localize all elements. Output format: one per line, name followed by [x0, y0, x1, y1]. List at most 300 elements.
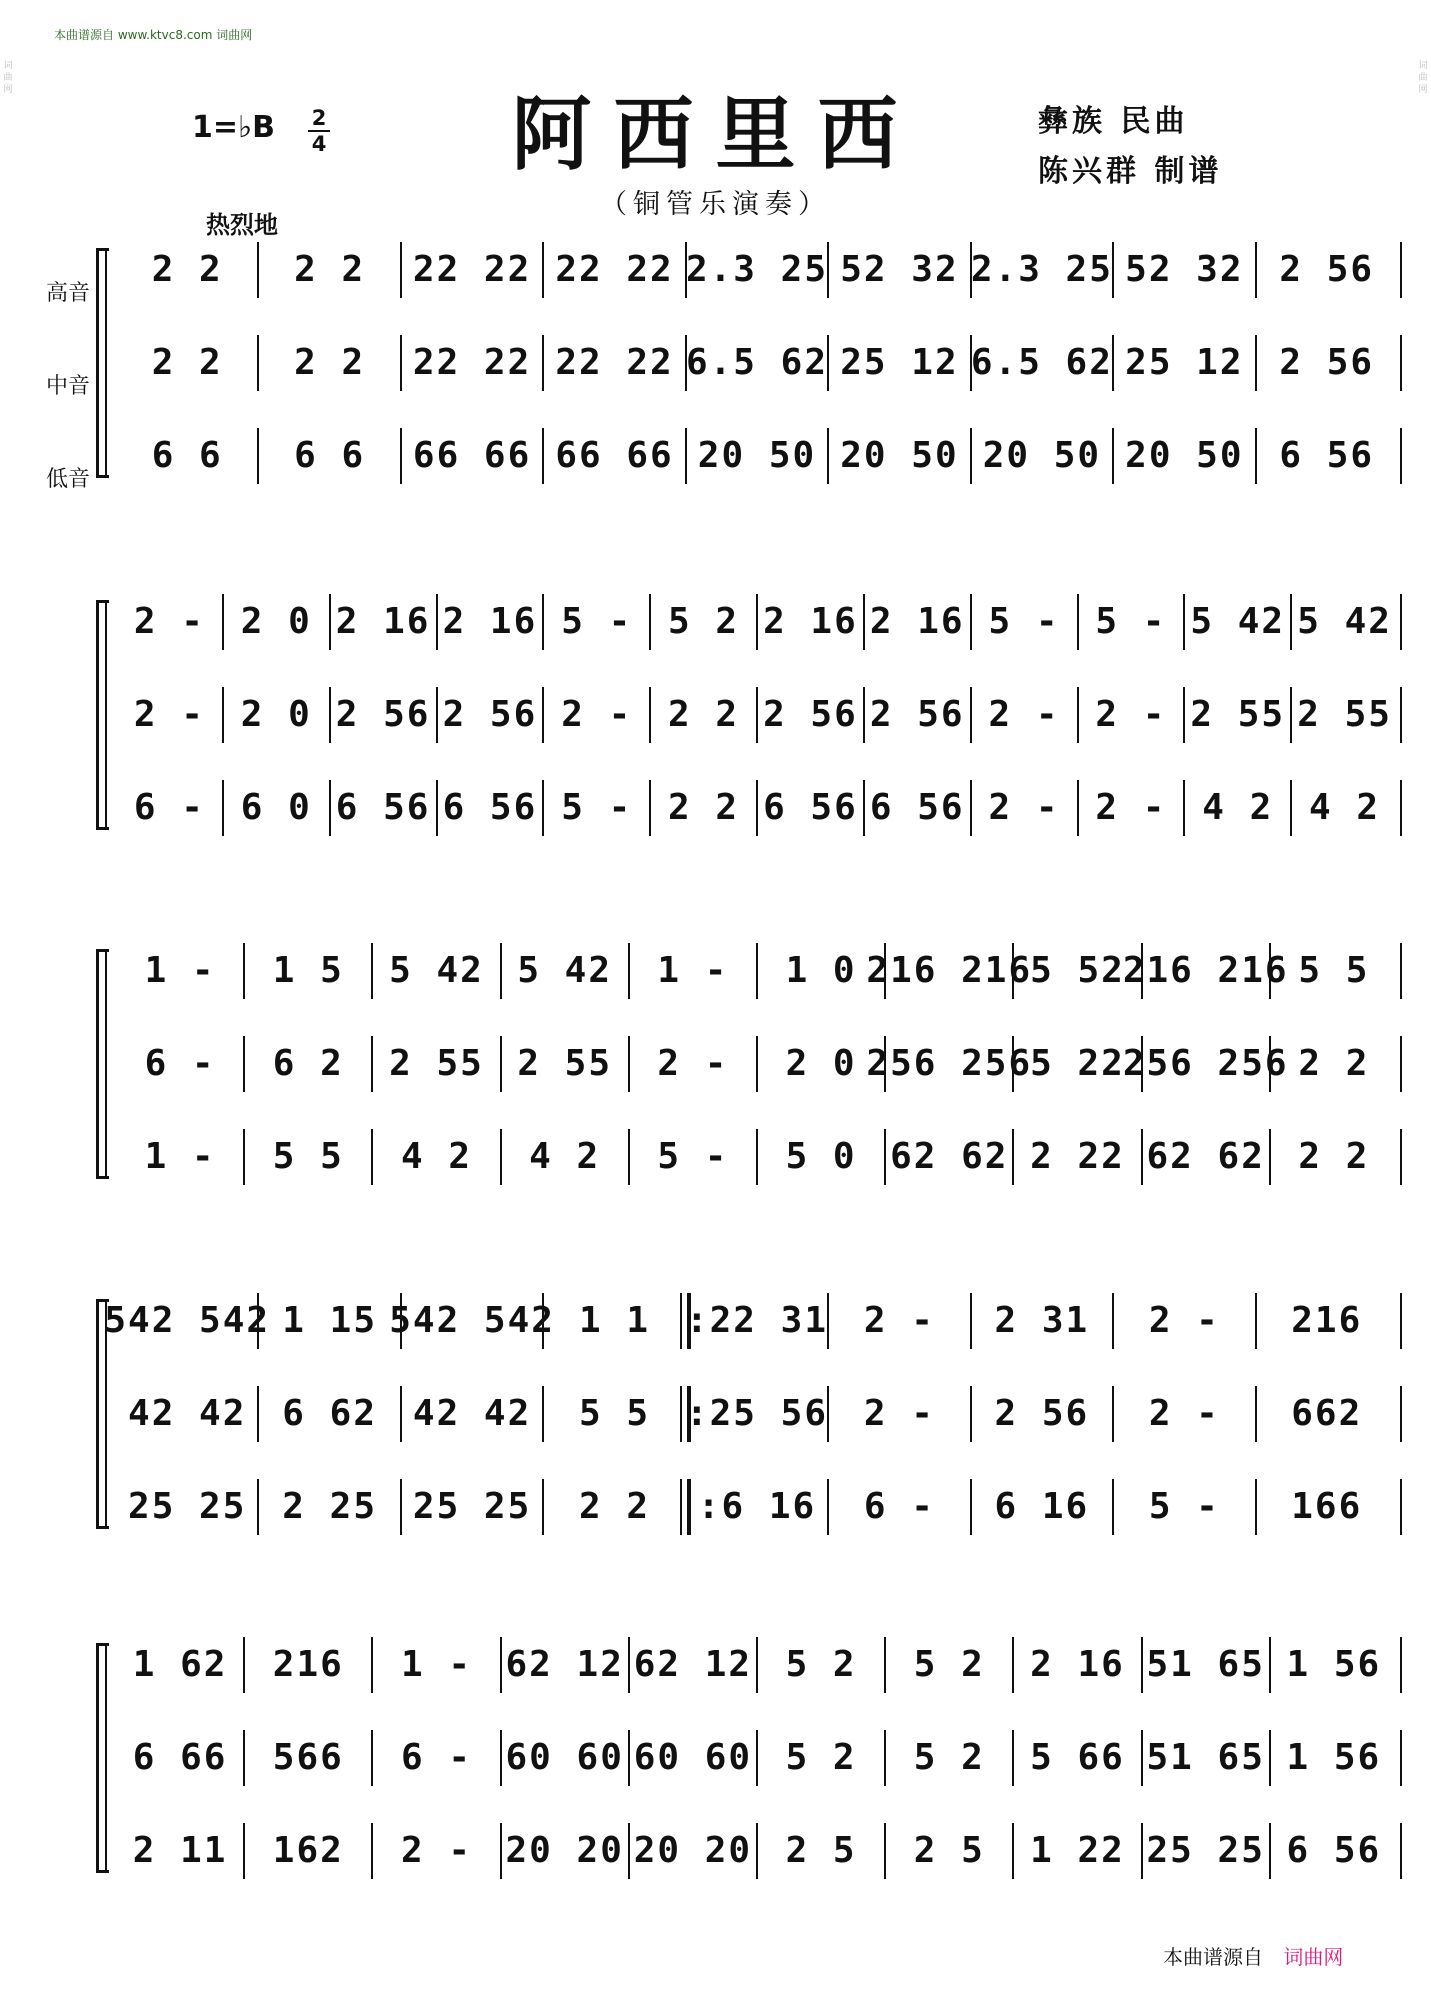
barline: [863, 780, 865, 836]
barline: [371, 943, 373, 999]
end-barline: [1400, 428, 1402, 484]
barline: [500, 1036, 502, 1092]
barline: [371, 1823, 373, 1879]
system-bracket: [96, 600, 107, 830]
credit-arranger: 陈兴群 制谱: [1038, 154, 1223, 189]
measure-low: 20 20: [633, 1829, 753, 1871]
measure-low: 5 -: [1148, 1485, 1220, 1527]
measure-high: 62 12: [505, 1643, 624, 1685]
measure-mid: 6 2: [272, 1042, 344, 1084]
measure-high: 2 2: [151, 248, 223, 290]
measure-low: 2 22: [1030, 1135, 1125, 1177]
barline: [400, 1479, 402, 1535]
measure-high: 1 5: [272, 949, 344, 991]
barline: [756, 943, 758, 999]
measure-mid: 2 56: [1279, 341, 1375, 383]
measure-low: 2 5: [785, 1829, 857, 1871]
barline: [542, 335, 544, 391]
measure-high: 2 -: [1148, 1299, 1220, 1341]
barline: [756, 687, 758, 743]
barline: [1141, 1036, 1143, 1092]
barline: [756, 1637, 758, 1693]
system-bracket: [96, 248, 107, 478]
tempo-marking: 热烈地: [206, 210, 278, 239]
measure-mid: 2 56: [994, 1392, 1090, 1434]
measure-high: 5 2: [668, 600, 740, 642]
end-barline: [1400, 1129, 1402, 1185]
part-label-low: 低音: [46, 467, 91, 492]
measure-mid: 5 2: [785, 1736, 857, 1778]
barline: [436, 594, 438, 650]
measure-high: 2 31: [994, 1299, 1090, 1341]
barline: [970, 687, 972, 743]
barline: [1141, 943, 1143, 999]
barline: [685, 335, 687, 391]
end-barline: [1400, 242, 1402, 298]
measure-low: 6 16: [994, 1485, 1090, 1527]
measure-high: 1 56: [1286, 1643, 1382, 1685]
measure-high: 1 1: [579, 1299, 651, 1341]
measure-high: 5 42: [517, 949, 613, 991]
barline: [371, 1637, 373, 1693]
measure-low: 66 66: [412, 434, 532, 476]
barline: [970, 1293, 972, 1349]
measure-high: 2.3 25: [685, 248, 828, 290]
measure-high: 2 -: [133, 600, 205, 642]
measure-low: 1 22: [1030, 1829, 1125, 1871]
measure-high: 1 62: [132, 1643, 228, 1685]
repeat-barline: [680, 1479, 691, 1535]
barline: [827, 242, 829, 298]
measure-high: 2 56: [1279, 248, 1375, 290]
barline: [1141, 1637, 1143, 1693]
measure-high: 2 16: [869, 600, 965, 642]
measure-low: 4 2: [400, 1135, 472, 1177]
barline: [863, 687, 865, 743]
barline: [1183, 594, 1185, 650]
barline: [1012, 943, 1014, 999]
measure-low: 2 11: [132, 1829, 228, 1871]
barline: [222, 687, 224, 743]
measure-mid: 6 62: [282, 1392, 377, 1434]
barline: [970, 428, 972, 484]
barline: [1141, 1129, 1143, 1185]
barline: [243, 1637, 245, 1693]
measure-low: 66 66: [555, 434, 674, 476]
measure-low: 6 56: [442, 786, 538, 828]
measure-mid: 51 65: [1146, 1736, 1265, 1778]
measure-high: 1 -: [657, 949, 729, 991]
measure-low: 20 50: [1125, 434, 1244, 476]
measure-low: 2 5: [913, 1829, 985, 1871]
barline: [756, 1036, 758, 1092]
barline: [1077, 594, 1079, 650]
measure-high: 542 542: [104, 1299, 271, 1341]
measure-low: 6 56: [1286, 1829, 1382, 1871]
barline: [542, 1386, 544, 1442]
barline: [400, 242, 402, 298]
barline: [500, 943, 502, 999]
measure-low: 162: [272, 1829, 344, 1871]
barline: [371, 1036, 373, 1092]
measure-mid: 2 -: [863, 1392, 935, 1434]
measure-mid: 2 0: [240, 693, 312, 735]
end-barline: [1400, 594, 1402, 650]
barline: [884, 1129, 886, 1185]
barline: [1290, 780, 1292, 836]
measure-high: 216 216: [866, 949, 1033, 991]
measure-mid: 2 -: [1148, 1392, 1220, 1434]
measure-high: 5 42: [389, 949, 484, 991]
barline: [1269, 1036, 1271, 1092]
barline: [400, 1293, 402, 1349]
system-bracket-inner: [105, 602, 107, 828]
measure-low: 1 -: [144, 1135, 216, 1177]
system-bracket: [96, 949, 107, 1179]
time-signature-bottom: 4: [308, 130, 330, 156]
barline: [542, 1479, 544, 1535]
measure-mid: 2 0: [785, 1042, 857, 1084]
source-footer-label: 本曲谱源自: [1163, 1945, 1263, 1969]
measure-low: 62 62: [890, 1135, 1009, 1177]
measure-mid: 6 66: [132, 1736, 228, 1778]
end-barline: [1400, 943, 1402, 999]
system-bracket-inner: [105, 250, 107, 476]
measure-high: 2 16: [442, 600, 538, 642]
source-footer: [1163, 1941, 1343, 1970]
measure-mid: 42 42: [412, 1392, 532, 1434]
barline: [243, 943, 245, 999]
measure-low: 25 25: [128, 1485, 247, 1527]
barline: [500, 1129, 502, 1185]
measure-low: 2 -: [1095, 786, 1167, 828]
measure-mid: 2 -: [561, 693, 633, 735]
measure-mid: 2 2: [151, 341, 223, 383]
barline: [1112, 1479, 1114, 1535]
part-label-high: 高音: [46, 281, 91, 306]
song-subtitle: （铜管乐演奏）: [600, 189, 831, 220]
measure-low: 25 25: [412, 1485, 532, 1527]
measure-mid: 25 12: [840, 341, 959, 383]
measure-mid: 2 56: [335, 693, 431, 735]
measure-high: 2 0: [240, 600, 312, 642]
end-barline: [1400, 687, 1402, 743]
measure-mid: 566: [272, 1736, 344, 1778]
barline: [257, 335, 259, 391]
measure-low: 20 20: [505, 1829, 624, 1871]
measure-low: 5 -: [561, 786, 633, 828]
barline: [257, 242, 259, 298]
barline: [243, 1730, 245, 1786]
measure-mid: 22 22: [412, 341, 532, 383]
measure-mid: 6.5 62: [970, 341, 1113, 383]
barline: [756, 594, 758, 650]
measure-low: 2 -: [988, 786, 1060, 828]
barline: [1077, 780, 1079, 836]
barline: [970, 1479, 972, 1535]
measure-mid: 2 55: [1190, 693, 1286, 735]
side-watermark-right: 词曲网: [1418, 61, 1428, 95]
measure-high: 216: [1291, 1299, 1363, 1341]
measure-mid: 5 22: [1030, 1042, 1125, 1084]
end-barline: [1400, 1823, 1402, 1879]
measure-high: 216 216: [1122, 949, 1289, 991]
measure-high: 1 15: [282, 1299, 377, 1341]
barline: [1112, 428, 1114, 484]
system-bracket: [96, 1643, 107, 1873]
barline: [500, 1823, 502, 1879]
measure-high: 5 5: [1298, 949, 1370, 991]
measure-mid: 256 256: [1122, 1042, 1289, 1084]
measure-mid: 2 55: [389, 1042, 484, 1084]
measure-mid: 1 56: [1286, 1736, 1382, 1778]
measure-mid: 2 2: [1298, 1042, 1370, 1084]
end-barline: [1400, 780, 1402, 836]
barline: [628, 1730, 630, 1786]
measure-mid: 60 60: [633, 1736, 753, 1778]
barline: [1141, 1823, 1143, 1879]
barline: [970, 594, 972, 650]
measure-mid: 42 42: [128, 1392, 247, 1434]
barline: [827, 428, 829, 484]
barline: [649, 780, 651, 836]
measure-mid: 2 -: [657, 1042, 729, 1084]
measure-mid: 2 -: [133, 693, 205, 735]
measure-low: 4 2: [1202, 786, 1274, 828]
measure-mid: 2 -: [1095, 693, 1167, 735]
barline: [257, 1479, 259, 1535]
barline: [436, 780, 438, 836]
measure-mid: 2 55: [1297, 693, 1392, 735]
measure-high: 2 16: [335, 600, 431, 642]
barline: [257, 428, 259, 484]
measure-high: 52 32: [840, 248, 959, 290]
measure-high: 52 32: [1125, 248, 1244, 290]
barline: [1255, 428, 1257, 484]
barline: [884, 1637, 886, 1693]
barline: [756, 1823, 758, 1879]
measure-high: 5 42: [1190, 600, 1286, 642]
barline: [542, 780, 544, 836]
measure-high: 1 0: [785, 949, 857, 991]
measure-high: 5 2: [913, 1643, 985, 1685]
barline: [329, 780, 331, 836]
measure-high: 2 16: [1030, 1643, 1125, 1685]
measure-high: 22 22: [555, 248, 674, 290]
barline: [500, 1730, 502, 1786]
barline: [257, 1386, 259, 1442]
credit-origin: 彝族 民曲: [1038, 104, 1189, 139]
barline: [827, 1386, 829, 1442]
end-barline: [1400, 335, 1402, 391]
measure-low: 62 62: [1146, 1135, 1265, 1177]
barline: [243, 1036, 245, 1092]
barline: [222, 594, 224, 650]
barline: [371, 1129, 373, 1185]
barline: [649, 687, 651, 743]
measure-high: 216: [272, 1643, 344, 1685]
measure-mid: 60 60: [505, 1736, 624, 1778]
barline: [1183, 780, 1185, 836]
barline: [756, 1730, 758, 1786]
measure-high: 51 65: [1146, 1643, 1265, 1685]
time-signature-top: 2: [311, 106, 327, 130]
measure-high: 5 -: [561, 600, 633, 642]
measure-low: 20 50: [697, 434, 817, 476]
measure-mid: 2 2: [668, 693, 740, 735]
barline: [1012, 1730, 1014, 1786]
measure-high: 2 16: [763, 600, 858, 642]
barline: [685, 428, 687, 484]
measure-low: :6 16: [697, 1485, 817, 1527]
barline: [649, 594, 651, 650]
measure-low: 6 56: [869, 786, 965, 828]
measure-high: 2.3 25: [970, 248, 1113, 290]
measure-low: 4 2: [529, 1135, 601, 1177]
measure-high: 5 52: [1030, 949, 1125, 991]
barline: [1269, 1730, 1271, 1786]
barline: [542, 1293, 544, 1349]
measure-high: 5 -: [988, 600, 1060, 642]
barline: [1269, 1637, 1271, 1693]
end-barline: [1400, 1036, 1402, 1092]
system-bracket-inner: [105, 951, 107, 1177]
barline: [970, 335, 972, 391]
measure-low: 5 0: [785, 1135, 857, 1177]
barline: [329, 687, 331, 743]
system-bracket-inner: [105, 1645, 107, 1871]
barline: [400, 335, 402, 391]
measure-low: 6 6: [294, 434, 366, 476]
measure-mid: 2 56: [869, 693, 965, 735]
barline: [1012, 1129, 1014, 1185]
barline: [884, 1823, 886, 1879]
measure-low: 6 6: [151, 434, 223, 476]
barline: [756, 1129, 758, 1185]
barline: [542, 428, 544, 484]
measure-mid: 2 56: [763, 693, 858, 735]
measure-low: 166: [1291, 1485, 1363, 1527]
measure-mid: 2 -: [988, 693, 1060, 735]
barline: [1255, 1386, 1257, 1442]
measure-mid: :25 56: [685, 1392, 828, 1434]
end-barline: [1400, 1637, 1402, 1693]
barline: [500, 1637, 502, 1693]
barline: [1141, 1730, 1143, 1786]
barline: [1112, 242, 1114, 298]
barline: [827, 1293, 829, 1349]
measure-mid: 2 55: [517, 1042, 613, 1084]
barline: [970, 242, 972, 298]
barline: [542, 242, 544, 298]
measure-low: 2 2: [579, 1485, 651, 1527]
barline: [222, 780, 224, 836]
end-barline: [1400, 1479, 1402, 1535]
barline: [827, 335, 829, 391]
barline: [1255, 335, 1257, 391]
barline: [436, 687, 438, 743]
barline: [884, 1730, 886, 1786]
repeat-barline: [680, 1386, 691, 1442]
barline: [1077, 687, 1079, 743]
measure-low: 2 25: [282, 1485, 377, 1527]
barline: [1012, 1036, 1014, 1092]
measure-low: 2 2: [1298, 1135, 1370, 1177]
measure-low: 20 50: [840, 434, 959, 476]
barline: [628, 1637, 630, 1693]
measure-low: 20 50: [982, 434, 1102, 476]
barline: [970, 780, 972, 836]
barline: [1255, 1479, 1257, 1535]
measure-mid: 2 56: [442, 693, 538, 735]
measure-low: 6 56: [763, 786, 858, 828]
measure-mid: 662: [1291, 1392, 1363, 1434]
barline: [970, 1386, 972, 1442]
measure-low: 25 25: [1146, 1829, 1265, 1871]
measure-mid: 256 256: [866, 1042, 1033, 1084]
measure-mid: 5 5: [579, 1392, 651, 1434]
measure-low: 6 56: [1279, 434, 1375, 476]
measure-high: 62 12: [633, 1643, 753, 1685]
measure-high: 2 2: [294, 248, 366, 290]
brand-link[interactable]: 词曲网: [1283, 1945, 1344, 1969]
barline: [628, 1129, 630, 1185]
measure-high: 542 542: [389, 1299, 555, 1341]
measure-mid: 6.5 62: [685, 341, 828, 383]
measure-low: 6 -: [133, 786, 205, 828]
key-signature: 1=♭B: [192, 110, 276, 145]
barline: [628, 1036, 630, 1092]
measure-low: 2 -: [400, 1829, 472, 1871]
barline: [628, 943, 630, 999]
measure-high: 5 -: [1095, 600, 1167, 642]
measure-mid: 5 66: [1030, 1736, 1125, 1778]
time-signature: [308, 106, 330, 156]
barline: [400, 1386, 402, 1442]
measure-high: 22 22: [412, 248, 532, 290]
measure-low: 5 5: [272, 1135, 344, 1177]
barline: [243, 1129, 245, 1185]
measure-low: 4 2: [1309, 786, 1381, 828]
measure-high: 5 42: [1297, 600, 1392, 642]
measure-low: 2 2: [668, 786, 740, 828]
measure-low: 5 -: [657, 1135, 729, 1177]
measure-mid: 6 -: [400, 1736, 472, 1778]
measure-high: 5 2: [785, 1643, 857, 1685]
measure-high: 1 -: [144, 949, 216, 991]
barline: [1012, 1637, 1014, 1693]
barline: [1112, 335, 1114, 391]
measure-low: 6 -: [863, 1485, 935, 1527]
barline: [1290, 594, 1292, 650]
barline: [1012, 1823, 1014, 1879]
measure-high: 2 -: [863, 1299, 935, 1341]
measure-high: :22 31: [685, 1299, 828, 1341]
barline: [1183, 687, 1185, 743]
barline: [1112, 1386, 1114, 1442]
barline: [884, 943, 886, 999]
source-link-top[interactable]: 本曲谱源自 www.ktvc8.com 词曲网: [54, 28, 253, 42]
measure-mid: 6 -: [144, 1042, 216, 1084]
barline: [756, 780, 758, 836]
measure-mid: 22 22: [555, 341, 674, 383]
barline: [1112, 1293, 1114, 1349]
barline: [827, 1479, 829, 1535]
barline: [685, 242, 687, 298]
measure-low: 6 0: [240, 786, 312, 828]
barline: [1255, 1293, 1257, 1349]
part-label-mid: 中音: [46, 374, 91, 399]
